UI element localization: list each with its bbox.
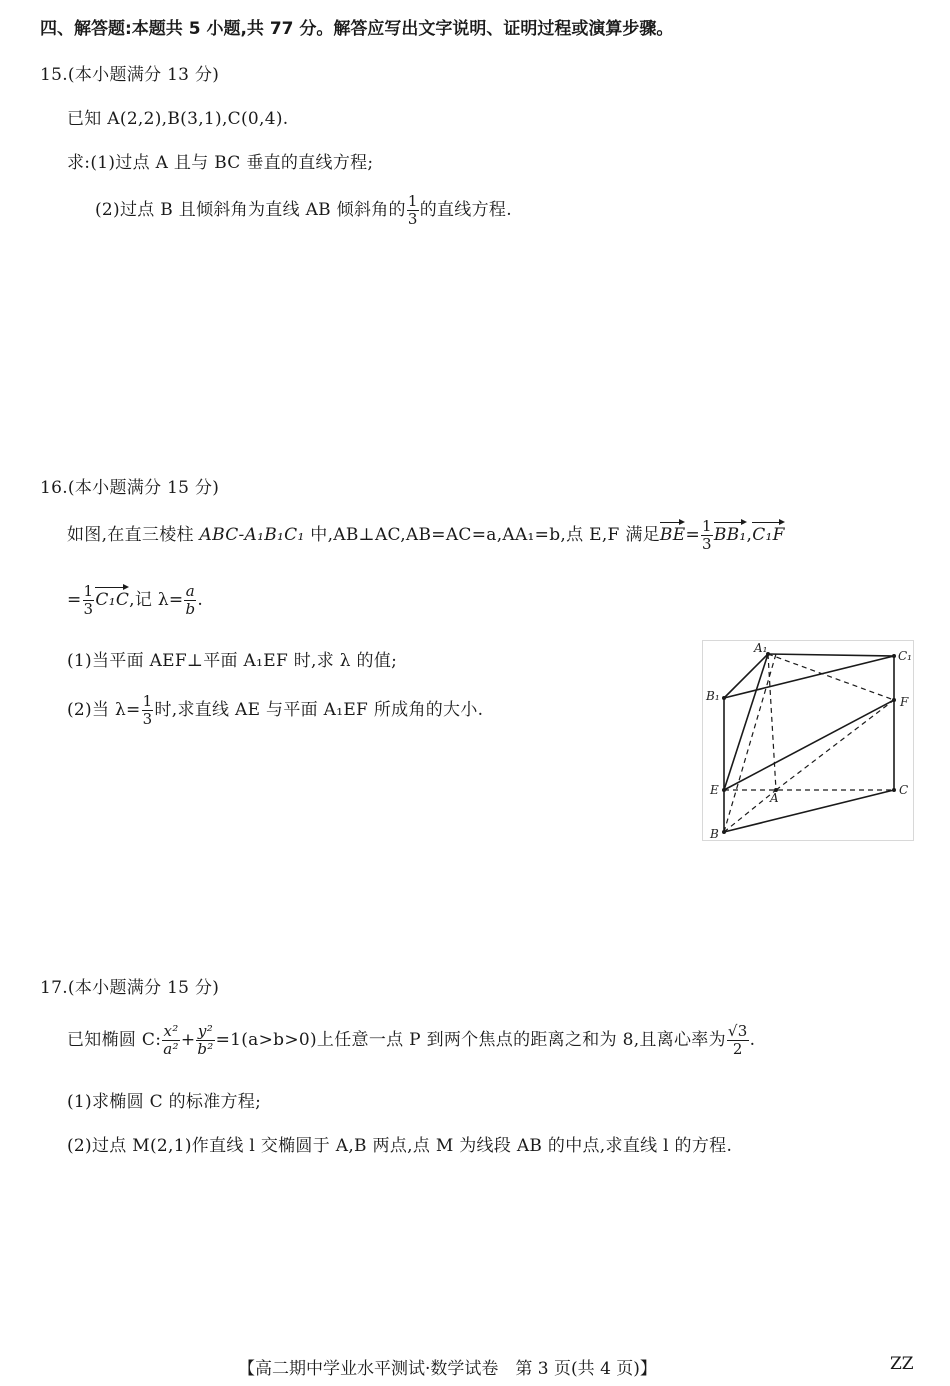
q16-part2-text: (2)当 λ= bbox=[67, 700, 141, 720]
prism-name: ABC-A₁B₁C₁ bbox=[199, 525, 305, 545]
lambda-fraction bbox=[184, 584, 196, 617]
q16-part2 bbox=[67, 694, 483, 727]
q15-part2 bbox=[95, 194, 512, 227]
eccentricity-fraction bbox=[727, 1024, 749, 1057]
one-third-fraction bbox=[701, 519, 713, 552]
q16-part2-tail: 时,求直线 AE 与平面 A₁EF 所成角的大小. bbox=[154, 700, 484, 720]
q15-given: 已知 A(2,2),B(3,1),C(0,4). bbox=[67, 109, 289, 129]
vertex-c bbox=[892, 788, 896, 792]
vector-be: BE bbox=[659, 525, 686, 545]
label-a1: A₁ bbox=[754, 641, 768, 655]
frac-denominator: 3 bbox=[142, 710, 153, 728]
frac-numerator: 1 bbox=[407, 192, 418, 210]
prism-figure bbox=[702, 640, 916, 842]
plus-sign: + bbox=[180, 1030, 196, 1050]
frac-numerator: √3 bbox=[727, 1022, 748, 1040]
section-heading: 四、解答题:本题共 5 小题,共 77 分。解答应写出文字说明、证明过程或演算步骤。 bbox=[40, 19, 674, 39]
vertex-b bbox=[722, 830, 726, 834]
q16-header: 16.(本小题满分 15 分) bbox=[40, 478, 220, 498]
q16-stem-line1 bbox=[67, 519, 785, 552]
label-a: A bbox=[770, 791, 779, 805]
frac-numerator: 1 bbox=[701, 517, 712, 535]
vector-bb1: BB₁ bbox=[713, 525, 747, 545]
frac-numerator: a bbox=[185, 582, 196, 600]
frac-numerator: 1 bbox=[83, 582, 94, 600]
vector-c1c: C₁C bbox=[95, 590, 130, 610]
q16-stem-b: 中,AB⊥AC,AB=AC=a,AA₁=b,点 E,F 满足 bbox=[304, 525, 660, 545]
one-third-fraction bbox=[407, 194, 419, 227]
q17-part2: (2)过点 M(2,1)作直线 l 交椭圆于 A,B 两点,点 M 为线段 AB 的中点,求直线 l 的方程. bbox=[67, 1136, 733, 1156]
page-footer: 【高二期中学业水平测试·数学试卷 第 3 页(共 4 页)】 bbox=[238, 1359, 657, 1379]
vertex-c1 bbox=[892, 654, 896, 658]
q17-part1: (1)求椭圆 C 的标准方程; bbox=[67, 1092, 262, 1112]
q17-stem-b: =1(a>b>0)上任意一点 P 到两个焦点的距离之和为 8,且离心率为 bbox=[215, 1030, 726, 1050]
frac-numerator: 1 bbox=[142, 692, 153, 710]
y-over-b-fraction bbox=[196, 1024, 214, 1057]
frac-denominator: 3 bbox=[83, 600, 94, 618]
label-f: F bbox=[900, 695, 909, 709]
frac-denominator: 2 bbox=[732, 1040, 743, 1058]
q16-part1: (1)当平面 AEF⊥平面 A₁EF 时,求 λ 的值; bbox=[67, 651, 398, 671]
frac-denominator: b² bbox=[197, 1040, 214, 1058]
one-third-fraction bbox=[142, 694, 154, 727]
period: . bbox=[749, 1030, 756, 1050]
period: . bbox=[197, 590, 204, 610]
q16-stem-line2 bbox=[67, 584, 203, 617]
frac-denominator: 3 bbox=[407, 210, 418, 228]
label-b1: B₁ bbox=[706, 689, 720, 703]
footer-code: ZZ bbox=[890, 1354, 914, 1374]
vertex-f bbox=[892, 698, 896, 702]
frac-denominator: a² bbox=[163, 1040, 179, 1058]
vertex-b1 bbox=[722, 696, 726, 700]
equals-sign: = bbox=[67, 590, 82, 610]
one-third-fraction bbox=[83, 584, 95, 617]
q15-part1: 求:(1)过点 A 且与 BC 垂直的直线方程; bbox=[67, 153, 374, 173]
q17-stem bbox=[67, 1024, 755, 1057]
label-c: C bbox=[899, 783, 909, 797]
frac-denominator: 3 bbox=[701, 535, 712, 553]
x-over-a-fraction bbox=[162, 1024, 180, 1057]
frac-numerator: y² bbox=[197, 1022, 214, 1040]
lambda-def: ,记 λ= bbox=[129, 590, 184, 610]
frac-denominator: b bbox=[185, 600, 196, 618]
q16-stem-a: 如图,在直三棱柱 bbox=[67, 525, 200, 545]
label-c1: C₁ bbox=[898, 649, 912, 663]
frac-numerator: x² bbox=[163, 1022, 179, 1040]
label-b: B bbox=[710, 827, 719, 841]
q17-stem-a: 已知椭圆 C: bbox=[67, 1030, 162, 1050]
vertex-e bbox=[722, 788, 726, 792]
label-e: E bbox=[710, 783, 719, 797]
equals-sign: = bbox=[685, 525, 700, 545]
q15-header: 15.(本小题满分 13 分) bbox=[40, 65, 220, 85]
vector-c1f: C₁F bbox=[752, 525, 785, 545]
q15-part2-text: (2)过点 B 且倾斜角为直线 AB 倾斜角的 bbox=[95, 200, 406, 220]
comma: , bbox=[746, 525, 753, 545]
q15-part2-tail: 的直线方程. bbox=[419, 200, 512, 220]
q17-header: 17.(本小题满分 15 分) bbox=[40, 978, 220, 998]
